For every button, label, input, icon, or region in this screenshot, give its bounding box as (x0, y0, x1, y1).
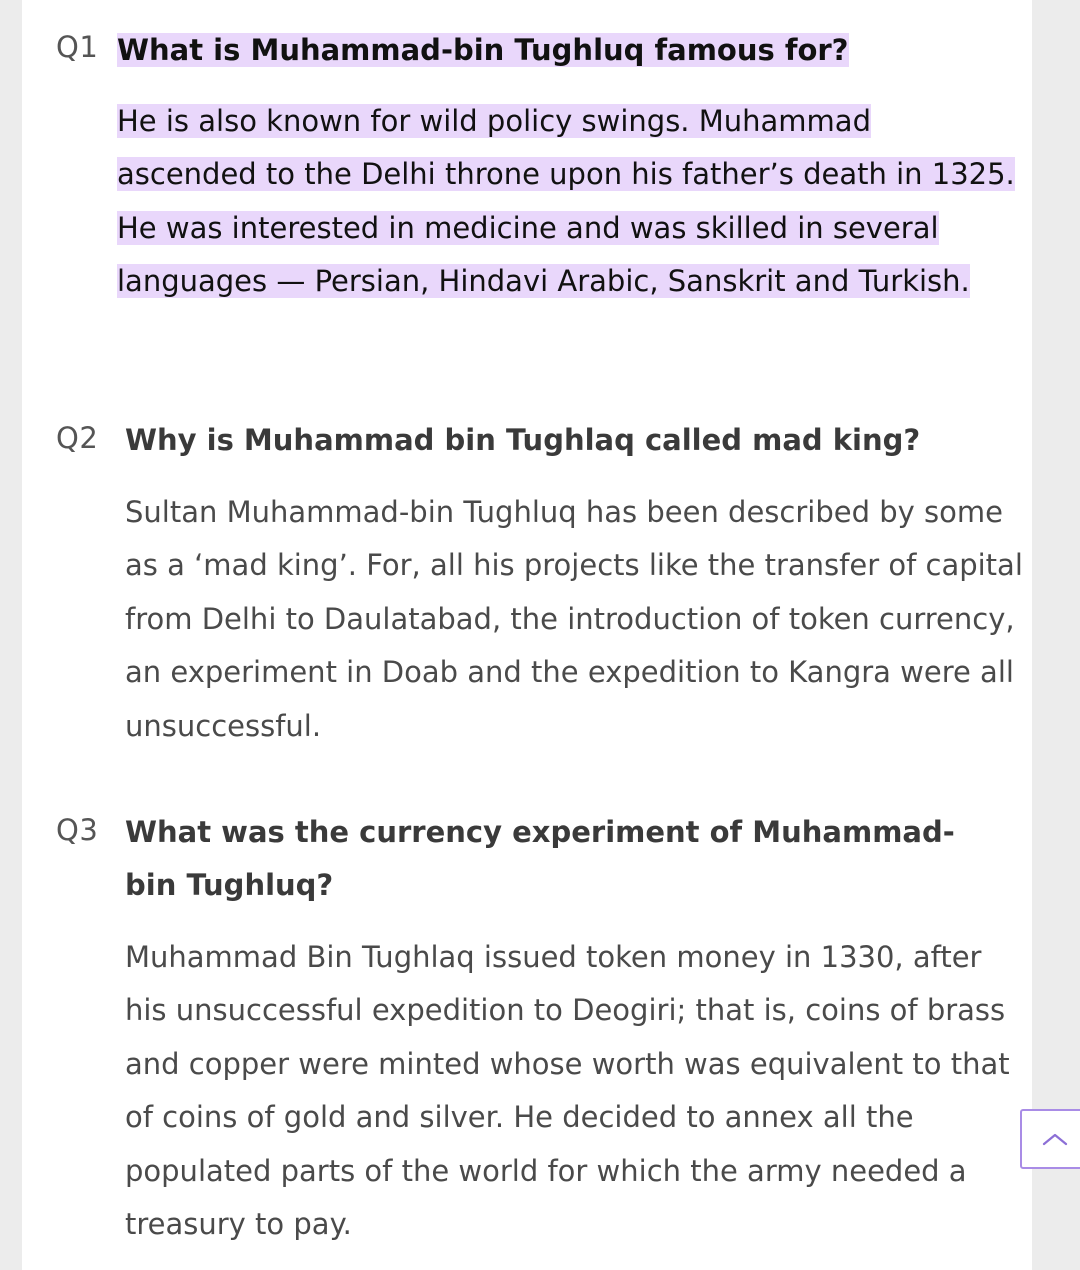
question-number: Q2 (56, 421, 99, 455)
question-text: What is Muhammad-bin Tughluq famous for? (117, 33, 849, 67)
answer-text-block (117, 95, 1017, 309)
scroll-to-top-button[interactable] (1020, 1109, 1080, 1169)
question-text: What was the currency experiment of Muhammad-bin Tughluq? (125, 815, 955, 902)
question-number: Q1 (56, 30, 99, 64)
faq-page (22, 0, 1032, 1270)
question-text: Why is Muhammad bin Tughlaq called mad king? (125, 423, 921, 457)
answer-text: Muhammad Bin Tughlaq issued token money in 1330, after his unsuccessful expedition to Deogiri; that is, coins of brass and copper were minted whose worth was equivalent to that of coins of gold and silver. He decided to annex all the populated parts of the world for which the army needed a treasury to pay. (125, 940, 1010, 1242)
question-title (117, 24, 997, 77)
question-number: Q3 (56, 813, 99, 847)
answer-text: Sultan Muhammad-bin Tughluq has been described by some as a ‘mad king’. For, all his projects like the transfer of capital from Delhi to Daulatabad, the introduction of token currency, an experiment in Doab and the expedition to Kangra were all unsuccessful. (125, 495, 1023, 743)
answer-text: He is also known for wild policy swings. Muhammad ascended to the Delhi throne upon his father’s death in 1325. He was interested in medicine and was skilled in several languages — Persian, Hindavi Arabic, Sanskrit and Turkish. (117, 104, 1015, 299)
chevron-up-icon (1042, 1131, 1068, 1147)
